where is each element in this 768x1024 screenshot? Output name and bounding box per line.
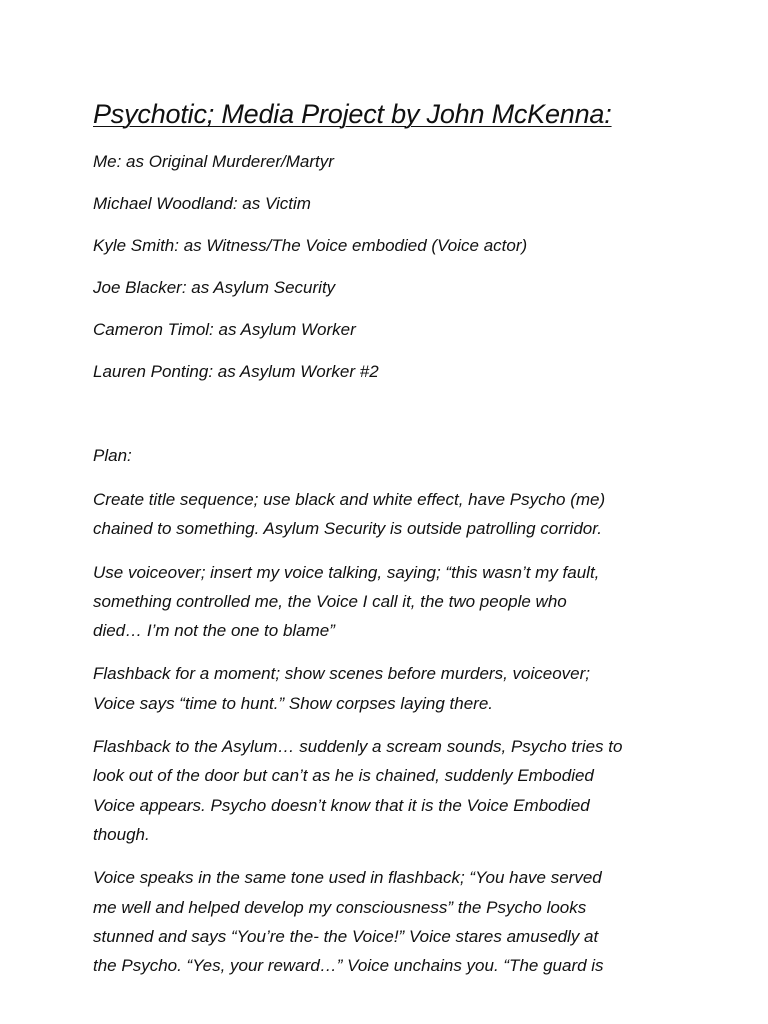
document-title: Psychotic; Media Project by John McKenna: [93,99,612,129]
plan-body [93,485,678,994]
plan-paragraph: Use voiceover; insert my voice talking, saying; “this wasn’t my fault, something controlled me, the Voice I call it, the two people who died… I’m not the one to blame” [93,562,600,641]
plan-paragraph: Voice speaks in the same tone used in flashback; “You have served me well and helped develop my consciousness” the Psycho looks stunned and says “You’re the- the Voice!” Voice stares amusedly at the Psycho. “Yes, your reward…” Voice unchains you. “The guard is [93,868,604,976]
cast-list [93,150,693,402]
cast-entry: Kyle Smith: as Witness/The Voice embodied (Voice actor) [93,236,528,255]
cast-entry: Me: as Original Murderer/Martyr [93,152,334,171]
cast-entry: Joe Blacker: as Asylum Security [93,278,336,297]
plan-paragraph: Create title sequence; use black and white effect, have Psycho (me) chained to something. Asylum Security is outside patrolling corridor. [93,490,606,539]
cast-entry: Michael Woodland: as Victim [93,194,311,213]
plan-paragraph: Flashback for a moment; show scenes before murders, voiceover; Voice says “time to hunt.” Show corpses laying there. [93,664,590,713]
cast-entry: Lauren Ponting: as Asylum Worker #2 [93,362,379,381]
plan-paragraph: Flashback to the Asylum… suddenly a scream sounds, Psycho tries to look out of the door but can’t as he is chained, suddenly Embodied Voice appears. Psycho doesn’t know that it is the Voice Embodied though. [93,737,623,844]
plan-heading: Plan: [93,446,132,465]
cast-entry: Cameron Timol: as Asylum Worker [93,320,356,339]
